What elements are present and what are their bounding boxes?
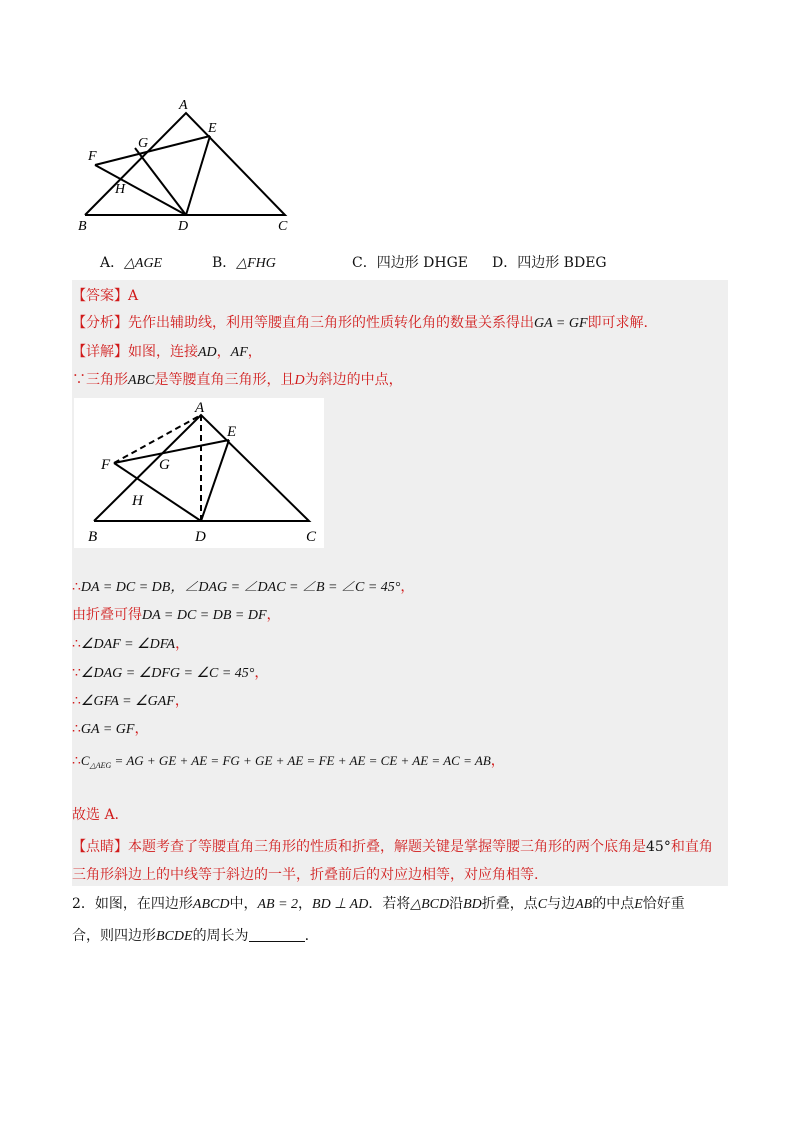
- conclusion-line: 故选 A.: [72, 807, 120, 823]
- fig2-label-b: B: [88, 529, 98, 545]
- step-6: ∴GA = GF，: [72, 721, 149, 737]
- figure-1: [72, 92, 302, 237]
- step-4: ∵∠DAG = ∠DFG = ∠C = 45°，: [72, 665, 269, 681]
- question-2-line-2: 合，则四边形BCDE的周长为 .: [72, 928, 310, 944]
- choice-b: B．△FHG: [212, 255, 276, 271]
- label-h: H: [115, 182, 126, 197]
- step-7: $\therefore C_{\triangle AEG}$ = AG + GE + AE = FG + GE + AE = FE + AE = CE + AE = AC = AB，: [72, 753, 505, 770]
- answer-line: 【答案】A: [72, 288, 139, 304]
- detail-line: 【详解】如图，连接AD，AF，: [72, 344, 262, 360]
- because-line: ∵三角形ABC是等腰直角三角形，且D为斜边的中点，: [72, 372, 403, 388]
- label-b: B: [78, 219, 87, 234]
- label-e: E: [208, 121, 217, 136]
- comment-line-1: 【点睛】本题考查了等腰直角三角形的性质和折叠，解题关键是掌握等腰三角形的两个底角是45°和直角: [72, 839, 713, 855]
- triangle-diagram-2: [74, 398, 324, 548]
- choice-d: D．四边形 BDEG: [492, 255, 607, 271]
- triangle-diagram-1: [72, 92, 302, 237]
- fig2-label-f: F: [101, 457, 111, 473]
- step-5: ∴∠GFA = ∠GAF，: [72, 693, 189, 709]
- solution-panel: [72, 280, 728, 886]
- label-d: D: [178, 219, 189, 234]
- answer-blank[interactable]: [249, 929, 305, 942]
- figure-2: [74, 398, 324, 548]
- fig2-label-c: C: [306, 529, 317, 545]
- label-a: A: [179, 98, 188, 113]
- comment-line-2: 三角形斜边上的中线等于斜边的一半，折叠前后的对应边相等，对应角相等.: [72, 867, 539, 883]
- choice-a: A．△AGE: [100, 255, 163, 271]
- label-c: C: [278, 219, 288, 234]
- step-2: 由折叠可得DA = DC = DB = DF，: [72, 607, 281, 623]
- step-1: ∴DA = DC = DB，∠DAG = ∠DAC = ∠B = ∠C = 45°，: [72, 579, 415, 595]
- label-f: F: [88, 149, 97, 164]
- analysis-line: 【分析】先作出辅助线，利用等腰直角三角形的性质转化角的数量关系得出GA = GF即可求解.: [72, 315, 648, 331]
- choice-c: C．四边形 DHGE: [352, 255, 469, 271]
- label-g: G: [138, 136, 149, 151]
- fig2-label-e: E: [227, 424, 237, 440]
- fig2-label-g: G: [159, 457, 170, 473]
- question-2-line-1: 2．如图，在四边形ABCD中，AB = 2，BD ⊥ AD．若将△BCD沿BD折叠，点C与边AB的中点E恰好重: [72, 896, 685, 912]
- fig2-label-h: H: [132, 493, 143, 509]
- fig2-label-a: A: [195, 400, 205, 416]
- step-3: ∴∠DAF = ∠DFA，: [72, 636, 190, 652]
- fig2-label-d: D: [195, 529, 206, 545]
